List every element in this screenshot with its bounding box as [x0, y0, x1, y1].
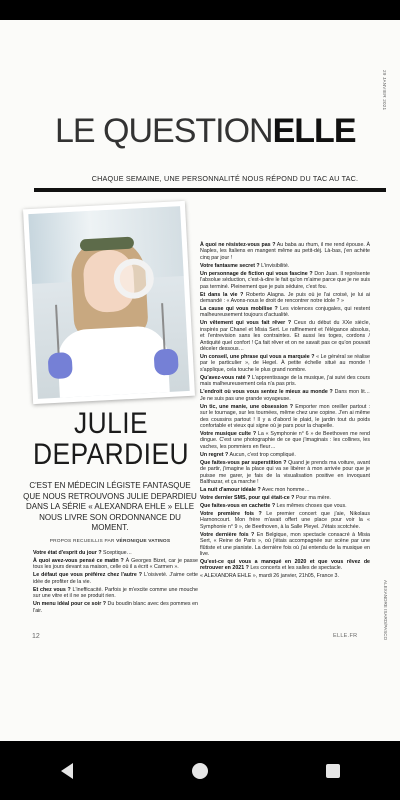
person-name [27, 408, 194, 470]
qa-question: Qu'avez-vous raté ? [200, 374, 251, 381]
qa-item [33, 558, 198, 571]
qa-question: Et dans la vie ? [200, 291, 244, 298]
qa-answer: L'apprentissage de la musique, j'ai suivi des cours mais malheureusement cela n'a pas pris. [200, 374, 371, 388]
qa-answer: L'invisibilité. [259, 262, 290, 269]
intro-text: C'EST EN MÉDECIN LÉGISTE FANTASQUE QUE NOUS RETROUVONS JULIE DEPARDIEU DANS LA SÉRIE « ALEXANDRA EHLE » ELLE NOUS LIVRE SON ORDONNANCE DU MOMENT. [23, 481, 197, 533]
qa-answer: « ALEXANDRA EHLE », mardi 26 janvier, 21h05, France 3. [200, 573, 339, 580]
qa-question: Qu'est-ce qui vous a manqué en 2020 et que vous rêvez de retrouver en 2021 ? [200, 558, 370, 572]
qa-question: À quoi ne résistez-vous pas ? [200, 242, 276, 248]
qa-question: La cause qui vous mobilise ? [200, 306, 278, 313]
qa-item [200, 532, 370, 558]
issue-date: 29 JANVIER 2021 [382, 70, 387, 111]
qa-question: Un vêtement qui vous fait rêver ? [200, 320, 292, 327]
qa-item [200, 431, 370, 450]
qa-column-right [200, 242, 370, 581]
recents-button[interactable] [303, 751, 363, 791]
qa-answer: Emporter mon oreiller partout : sur le tournage, sur les tournées, même chez une copine. J'en ai même des coussins partout ! Il y a d'abord le plaid, le jardin tout du poids confortable et vieux qui signe où je pars pour la chapelle. [200, 403, 370, 429]
qa-item [200, 452, 370, 458]
back-button[interactable] [37, 751, 97, 791]
qa-item [200, 511, 370, 530]
title-thin: LE QUESTION [55, 112, 273, 150]
qa-answer: Avec mon homme… [260, 486, 310, 493]
qa-item [200, 320, 370, 352]
qa-answer: Le premier concert que j'aie, Nikolaus Harnoncourt. Mon frère m'avait offert une place pour voir la « Symphonie n° 9 », de Beethoven, à la Salle Pleyel. J'étais scotchée. [200, 510, 370, 530]
folio-site: ELLE.FR [333, 633, 358, 639]
name-first: JULIE [73, 407, 149, 440]
qa-question: Votre dernière fois ? [200, 531, 255, 538]
qa-question: Que faites-vous par superstition ? [200, 459, 287, 466]
qa-question: Un conseil, une phrase qui vous a marquée ? [200, 354, 315, 361]
qa-answer: Aucun, c'est trop compliqué. [228, 451, 296, 458]
qa-answer: Roberto Alagna. Je puis où je l'ai croisé, je lui ai demandé : « Avons-nous le droit de rencontrer notre idole ? » [200, 291, 370, 305]
qa-item [200, 242, 370, 261]
qa-question: Un regret ? [200, 451, 229, 458]
qa-item [200, 559, 370, 572]
qa-answer: Au baba au rhum, il me rend épouse. À Naples, les Italiens en mangent même au petit-déj. Là-bas, j'en achète cinq par jour ! [200, 242, 370, 261]
qa-item [200, 404, 370, 430]
recents-square-icon [325, 763, 341, 779]
qa-question: Et chez vous ? [33, 586, 71, 593]
title-rule [34, 188, 386, 192]
page-number: 12 [32, 633, 40, 640]
qa-answer: Les violences conjugales, qui restent malheureusement toujours d'actualité. [200, 306, 371, 319]
qa-question: La nuit d'amour idéale ? [200, 486, 261, 493]
qa-item [200, 375, 370, 388]
page-subtitle: CHAQUE SEMAINE, UNE PERSONNALITÉ NOUS RÉPOND DU TAC AU TAC. [91, 174, 359, 183]
qa-answer: Dans mon lit… Je ne suis pas une grande voyageuse. [200, 389, 370, 402]
qa-item [200, 389, 370, 402]
qa-question: Votre état d'esprit du jour ? [33, 550, 102, 556]
qa-question: Un personnage de fiction qui vous fascine ? [200, 270, 313, 277]
title-bold: ELLE [272, 112, 356, 150]
qa-item [33, 572, 198, 585]
qa-question: Votre musique culte ? [200, 430, 257, 437]
qa-item [33, 550, 198, 556]
qa-item [200, 306, 370, 319]
qa-answer: Les concerts et les salles de spectacle. [248, 565, 343, 572]
qa-question: Que faites-vous en cachette ? [200, 502, 276, 509]
qa-answer: Du boudin blanc avec des pommes en l'air. [33, 601, 198, 614]
qa-answer: L'inefficacité. Parfois je m'excite comme une mouche sur une vitre et il ne se produit rien. [33, 586, 199, 600]
qa-item [200, 573, 370, 579]
qa-answer: Don Juan. Il représente l'absolue séduction, c'est-à-dire le fait qu'on m'aime parce que je ne suis pas terminé. Pleinement que je puis séduire, c'est fou. [200, 270, 370, 290]
qa-question: Un tic, une manie, une obsession ? [200, 403, 294, 410]
status-bar [0, 0, 400, 20]
home-circle-icon [191, 762, 209, 780]
home-button[interactable] [170, 751, 230, 791]
qa-answer: En Belgique, mon spectacle consacré à Misia Sert, « Reine de Paris », où j'étais accompagnée sur scène par une flûtiste et une pianiste. La dernière fois où j'ai entendu de la musique en live. [200, 531, 370, 557]
qa-answer: Sceptique… [101, 550, 132, 556]
page-title [55, 112, 356, 151]
qa-item [200, 271, 370, 290]
qa-item [33, 601, 198, 614]
magazine-page[interactable] [0, 20, 400, 741]
qa-question: Le défaut que vous préférez chez l'autre ? [33, 572, 143, 579]
qa-question: Un menu idéal pour ce soir ? [33, 601, 107, 608]
qa-answer: La « Symphonie n° 6 » de Beethoven me rend dingue. C'est une photographie de ce que j'imaginais : les collines, les vaches, les pommiers en fleur… [200, 430, 370, 450]
portrait-photo [23, 201, 195, 404]
interviewer-name: VÉRONIQUE VATINOS [116, 539, 171, 544]
qa-question: Votre dernier SMS, pour qui était-ce ? [200, 494, 295, 501]
qa-item [200, 503, 370, 509]
photo-credit: ALEXANDRE ISARD/PASCO [383, 580, 388, 641]
qa-answer: À Georges Bizet, car je passe tous les jours devant sa maison, celle où il a écrit « Carmen ». [33, 558, 198, 571]
qa-item [33, 587, 198, 600]
qa-item [200, 495, 370, 501]
qa-answer: Quand je prends ma voiture, avant de partir, j'imagine la place qui va se libérer à mon arrivée pour que je puisse me garer, je fais de la visualisation positive en invoquant Balthazar, et ça marche ! [200, 459, 370, 485]
qa-answer: L'oisiveté. J'aime cette idée de profiter de la vie. [33, 572, 198, 585]
name-last: DEPARDIEU [32, 438, 190, 471]
qa-question: Votre fantasme secret ? [200, 262, 260, 269]
qa-item [200, 263, 370, 269]
interviewer-credit: PROPOS RECUEILLIS PAR VÉRONIQUE VATINOS [49, 539, 171, 544]
qa-question: À quoi avez-vous pensé ce matin ? [33, 558, 124, 564]
qa-item [200, 354, 370, 373]
qa-answer: « Le général se réalise par le particulier », de Hegel. À petite échelle situé au monde ! s'applique, cela touche le plus grand nombre. [200, 354, 370, 373]
android-nav-bar [0, 741, 400, 800]
qa-answer: Les mêmes choses que vous. [275, 502, 347, 509]
qa-item [200, 292, 370, 305]
qa-question: L'endroit où vous vous sentez le mieux au monde ? [200, 389, 333, 396]
qa-answer: Pour ma mère. [294, 494, 331, 501]
qa-answer: Ceux du début du XXe siècle, inspirés par Chanel et Misia Sert. Le raffinement et l'élégance absolus, et l'entrevision sans les contraintes. Et aussi les toges, cordons / Antiquité quel confort ! Ça fait rêver et on ne savait pas ce qu'on pouvait déceler dessous… [200, 320, 370, 353]
qa-item [200, 460, 370, 486]
qa-column-left [33, 550, 198, 616]
back-triangle-icon [59, 762, 75, 780]
qa-question: Votre première fois ? [200, 510, 262, 517]
qa-item [200, 487, 370, 493]
